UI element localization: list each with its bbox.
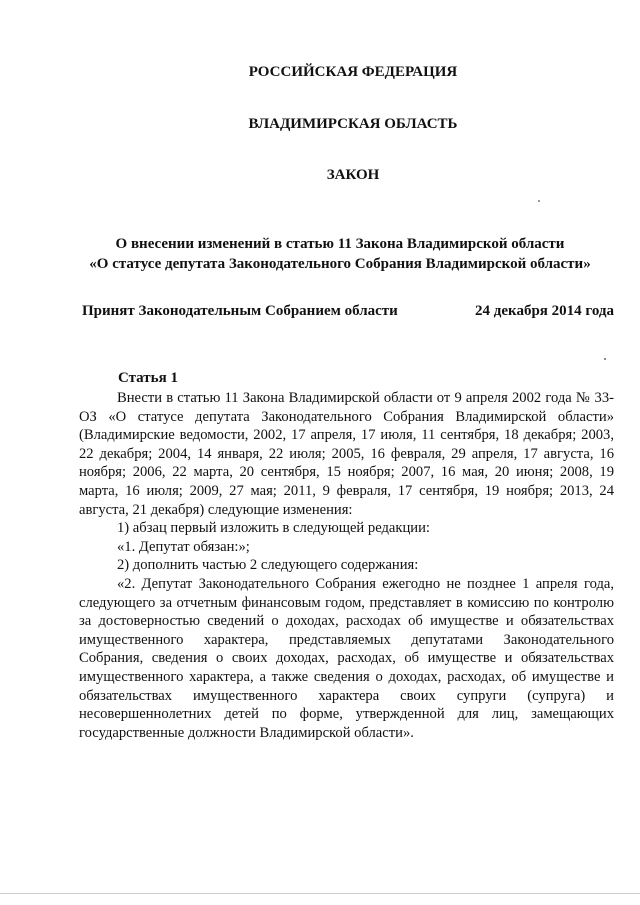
article-paragraph: 1) абзац первый изложить в следующей редакции: <box>117 520 430 537</box>
law-title-line-1: О внесении изменений в статью 11 Закона Владимирской области <box>115 236 565 252</box>
article-paragraph: Внести в статью 11 Закона Владимирской области от 9 апреля 2002 года № 33-ОЗ «О статусе депутата Законодательного Собрания Владимирской области» (Владимирские ведомости, 2002, 17 апреля, 17 июля, 11 сентября, 18 декабря; 2003, 22 декабря; 2004, 14 января, 22 июля; 2005, 16 февраля, 29 апреля, 17 августа, 16 ноября; 2006, 22 марта, 20 сентября, 15 ноября; 2007, 16 мая, 20 июня; 2008, 19 марта, 16 июля; 2009, 27 мая; 2011, 9 февраля, 17 сентября, 19 ноября; 2013, 24 августа, 21 декабря) следующие изменения: <box>79 390 614 518</box>
law-title <box>0 234 640 274</box>
article-paragraph: «2. Депутат Законодательного Собрания ежегодно не позднее 1 апреля года, следующего за отчетным финансовым годом, представляет в комиссию по контролю за достоверностью сведений о доходах, расходах об имуществе и обязательствах имущественного характера, представляемых депутатами Законодательного Собрания, сведения о своих доходах, расходах, об имуществе и обязательствах имущественного характера, а также сведения о доходах, расходах, об имуществе и обязательствах имущественного характера своих супруги (супруга) и несовершеннолетних детей по форме, утвержденной для лиц, замещающих государственные должности Владимирской области». <box>79 575 614 741</box>
adoption-date: 24 декабря 2014 года <box>475 303 614 319</box>
article-title: Статья 1 <box>118 370 178 386</box>
document-type-heading: ЗАКОН <box>326 167 380 183</box>
law-title-line-2: «О статусе депутата Законодательного Собрания Владимирской области» <box>89 256 591 272</box>
article-paragraph: 2) дополнить частью 2 следующего содержания: <box>117 557 419 574</box>
article-body <box>79 389 614 742</box>
page-edge-line <box>0 893 640 894</box>
article-paragraph: «1. Депутат обязан:»; <box>117 538 250 555</box>
scan-speck <box>604 358 606 360</box>
adopted-by: Принят Законодательным Собранием области <box>82 303 398 319</box>
country-heading: РОССИЙСКАЯ ФЕДЕРАЦИЯ <box>248 64 458 80</box>
region-heading: ВЛАДИМИРСКАЯ ОБЛАСТЬ <box>248 116 458 132</box>
scan-speck <box>538 200 540 202</box>
